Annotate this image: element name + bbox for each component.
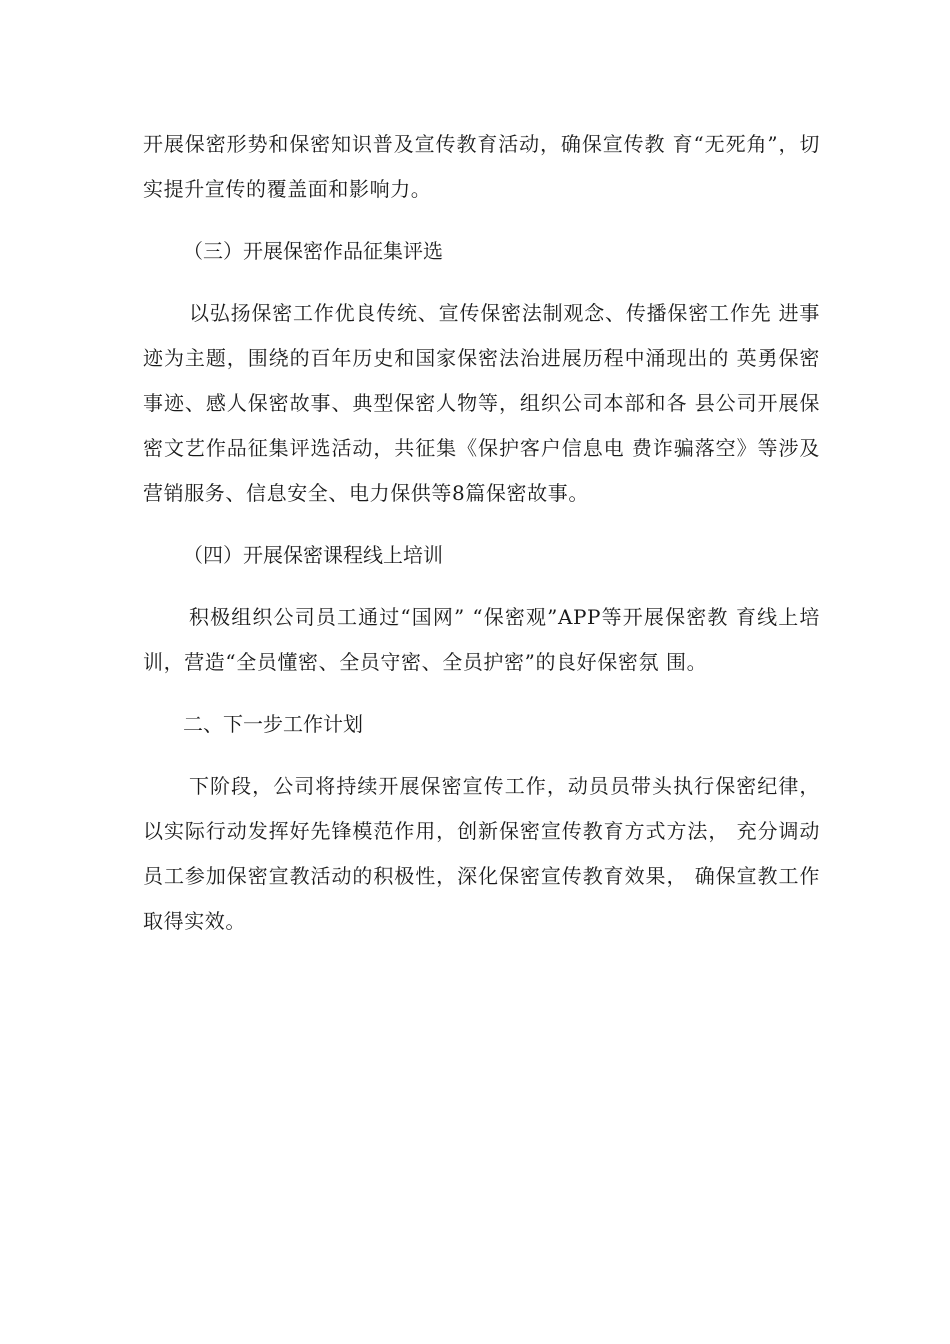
- paragraph-works-collection: 以弘扬保密工作优良传统、宣传保密法制观念、传播保密工作先 进事迹为主题，围绕的百年历史和国家保密法治进展历程中涌现出的 英勇保密事迹、感人保密故事、典型保密人物等，组织公司本部和各 县公司开展保密文艺作品征集评选活动，共征集《保护客户信息电 费诈骗落空》等涉及营销服务、信息安全、电力保供等8篇保密故事。: [143, 301, 820, 505]
- section-heading-next-plan: 二、下一步工作计划: [183, 712, 363, 736]
- paragraph-online-training: 积极组织公司员工通过“国网” “保密观”APP等开展保密教 育线上培训，营造“全员懂密、全员守密、全员护密”的良好保密氛 围。: [143, 605, 820, 674]
- paragraph-intro-continued: 开展保密形势和保密知识普及宣传教育活动，确保宣传教 育“无死角”，切实提升宣传的覆盖面和影响力。: [143, 132, 820, 201]
- document-body: [143, 122, 820, 961]
- paragraph-next-plan: 下阶段，公司将持续开展保密宣传工作，动员员带头执行保密纪律，以实际行动发挥好先锋模范作用，创新保密宣传教育方式方法， 充分调动员工参加保密宣教活动的积极性，深化保密宣传教育效果， 确保宣教工作取得实效。: [143, 774, 820, 933]
- section-heading-3: （三）开展保密作品征集评选: [183, 239, 443, 263]
- section-heading-4: （四）开展保密课程线上培训: [183, 543, 443, 567]
